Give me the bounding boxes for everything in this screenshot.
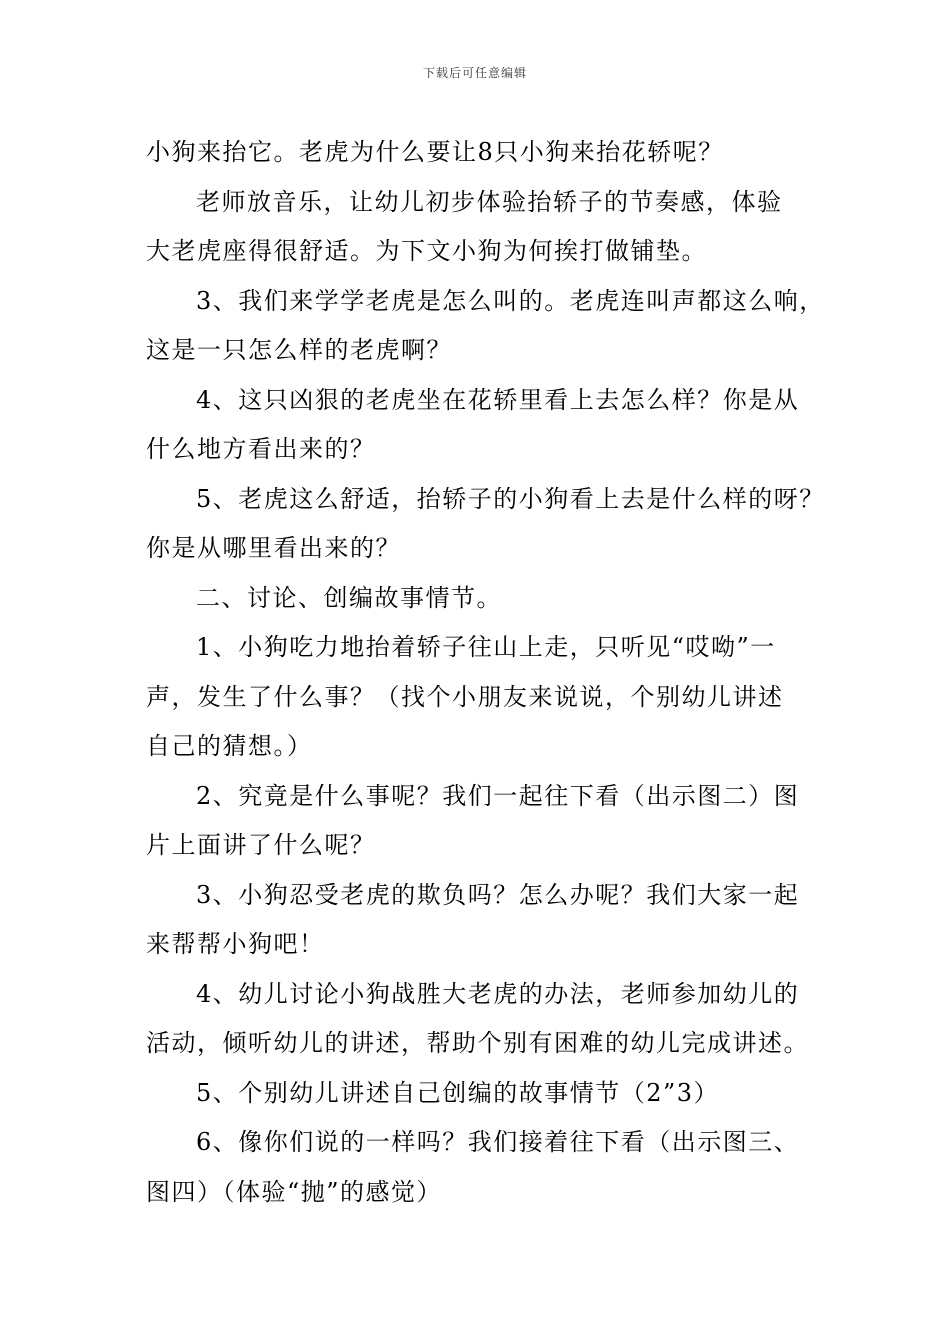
text-line: 老师放音乐，让幼儿初步体验抬轿子的节奏感，体验 (196, 187, 783, 216)
text-line: 什么地方看出来的？ (146, 435, 376, 463)
page-header: 下载后可任意编辑 (422, 66, 527, 80)
text-line: 6、像你们说的一样吗？我们接着往下看（出示图三、 (196, 1128, 800, 1156)
text-line: 小狗来抬它。老虎为什么要让8只小狗来抬花轿呢？ (146, 138, 724, 166)
text-line: 大老虎座得很舒适。为下文小狗为何挨打做铺垫。 (146, 237, 707, 265)
text-line: 活动，倾听幼儿的讲述，帮助个别有困难的幼儿完成讲述。 (146, 1029, 809, 1057)
text-line: 来帮帮小狗吧！ (146, 930, 325, 958)
text-line: 3、小狗忍受老虎的欺负吗？怎么办呢？我们大家一起 (196, 880, 800, 909)
text-line: 4、幼儿讨论小狗战胜大老虎的办法，老师参加幼儿的 (196, 979, 800, 1008)
text-line: 4、这只凶狠的老虎坐在花轿里看上去怎么样？你是从 (196, 385, 800, 414)
text-line: 5、老虎这么舒适，抬轿子的小狗看上去是什么样的呀？ (196, 484, 825, 513)
text-line: 声，发生了什么事？（找个小朋友来说说，个别幼儿讲述 (146, 682, 784, 711)
text-line: 你是从哪里看出来的？ (146, 534, 401, 562)
text-line: 自己的猜想。） (146, 732, 313, 760)
text-line: 3、我们来学学老虎是怎么叫的。老虎连叫声都这么响， (196, 286, 825, 315)
text-line: 这是一只怎么样的老虎啊？ (146, 336, 452, 364)
body-text (146, 128, 825, 1217)
text-line: 图四）（体验“抛”的感觉） (146, 1177, 443, 1206)
text-line: 1、小狗吃力地抬着轿子往山上走，只听见“哎呦”一 (196, 633, 776, 661)
text-line: 二、讨论、创编故事情节。 (196, 583, 502, 612)
text-line: 片上面讲了什么呢？ (146, 831, 376, 859)
text-line: 2、究竟是什么事呢？我们一起往下看（出示图二）图 (196, 781, 800, 810)
text-line: 5、个别幼儿讲述自己创编的故事情节（2”3） (196, 1078, 720, 1107)
